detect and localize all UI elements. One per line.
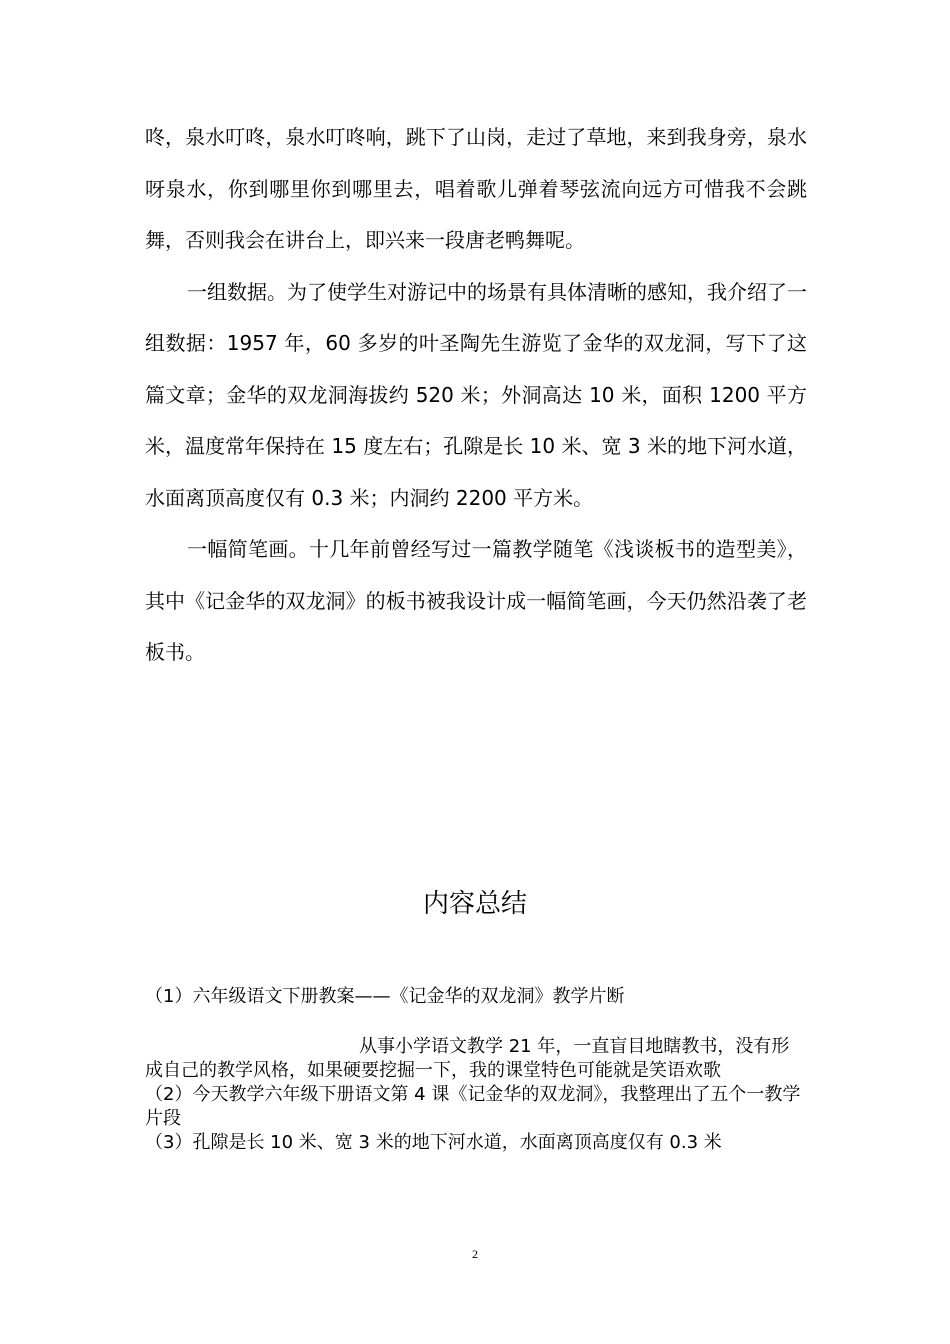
summary-gap	[145, 1009, 807, 1035]
summary-item-3: （3）孔隙是长 10 米、宽 3 米的地下河水道，水面离顶高度仅有 0.3 米	[145, 1132, 722, 1153]
body-text	[145, 112, 807, 679]
paragraph-song: 咚，泉水叮咚，泉水叮咚响，跳下了山岗，走过了草地，来到我身旁，泉水呀泉水，你到哪里你到哪里去，唱着歌儿弹着琴弦流向远方可惜我不会跳舞，否则我会在讲台上，即兴来一段唐老鸭舞呢。	[145, 125, 807, 252]
summary-title: 内容总结	[422, 889, 527, 919]
summary-item-1-detail: 从事小学语文教学 21 年，一直盲目地瞎教书，没有形成自己的教学风格，如果硬要挖掘一下，我的课堂特色可能就是笑语欢歌	[145, 1036, 790, 1081]
summary-item-1: （1）六年级语文下册教案——《记金华的双龙洞》教学片断	[145, 986, 625, 1007]
paragraph-data: 一组数据。为了使学生对游记中的场景有具体清晰的感知，我介绍了一组数据：1957 年，60 多岁的叶圣陶先生游览了金华的双龙洞，写下了这篇文章；金华的双龙洞海拔约 520 米；外洞高达 10 米，面积 1200 平方米，温度常年保持在 15 度左右；孔隙是长 10 米、宽 3 米的地下河水道，水面离顶高度仅有 0.3 米；内洞约 2200 平方米。	[145, 279, 807, 510]
summary-item-2: （2）今天教学六年级下册语文第 4 课《记金华的双龙洞》，我整理出了五个一教学片段	[145, 1084, 801, 1129]
page-number: 2	[472, 1247, 478, 1261]
summary-section	[145, 985, 807, 1155]
paragraph-sketch: 一幅简笔画。十几年前曾经写过一篇教学随笔《浅谈板书的造型美》，其中《记金华的双龙洞》的板书被我设计成一幅简笔画，今天仍然沿袭了老板书。	[145, 537, 807, 664]
